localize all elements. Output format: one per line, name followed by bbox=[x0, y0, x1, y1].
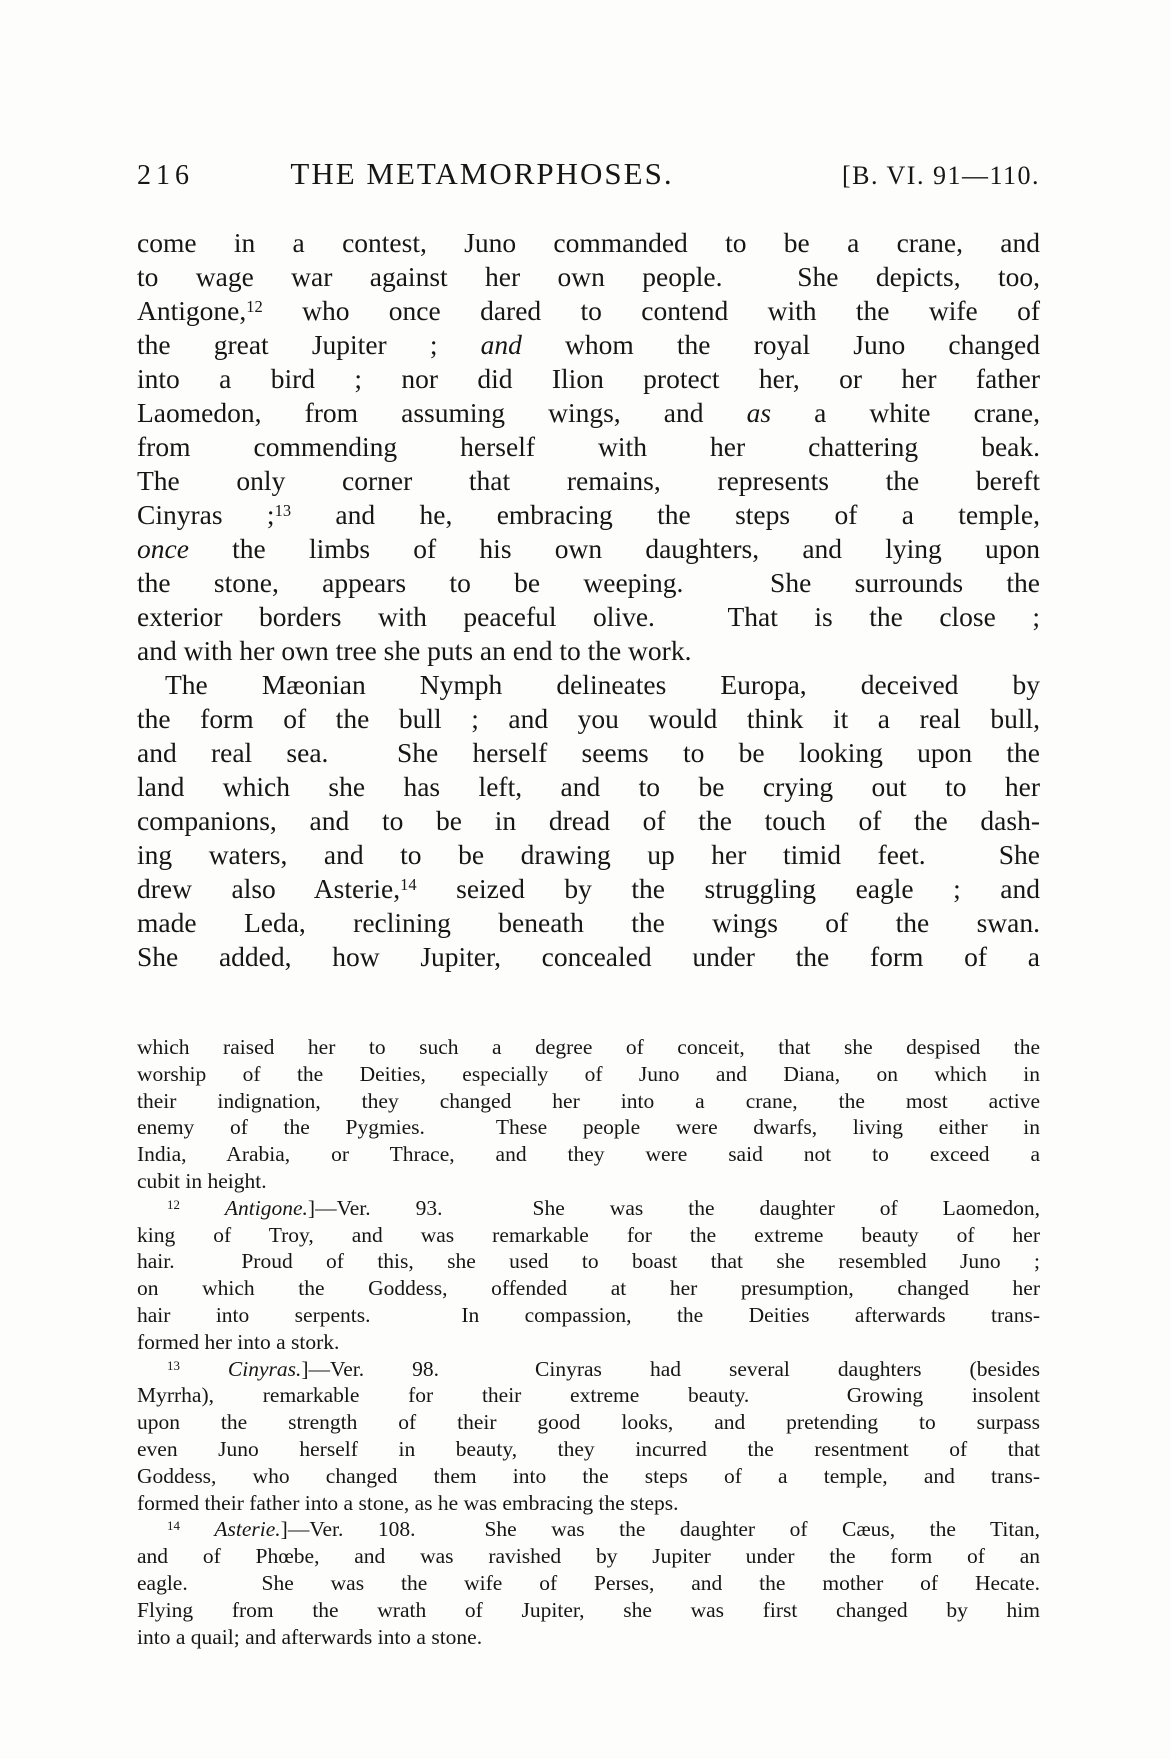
text-line: land which she has left, and to be crying out to her bbox=[137, 771, 1040, 802]
text-line: cubit in height. bbox=[137, 1168, 267, 1193]
text-line: $^{13}$ Cinyras.]—Ver. 98. Cinyras had several daughters (besides bbox=[167, 1356, 1040, 1381]
text-line: Antigone,$^{12}$ who once dared to contend with the wife of bbox=[137, 295, 1040, 326]
text-line: Cinyras ;$^{13}$ and he, embracing the steps of a temple, bbox=[137, 499, 1040, 530]
text-line: Goddess, who changed them into the steps of a temple, and trans- bbox=[137, 1463, 1040, 1488]
text-line: eagle. She was the wife of Perses, and the mother of Hecate. bbox=[137, 1570, 1040, 1595]
paragraph bbox=[137, 226, 1040, 668]
footnote-marker: 14 bbox=[400, 875, 417, 894]
footnote-marker: 12 bbox=[167, 1197, 180, 1212]
running-title: THE METAMORPHOSES. bbox=[290, 156, 674, 191]
verse-reference: [B. VI. 91—110. bbox=[841, 161, 1040, 190]
text-line: worship of the Deities, especially of Juno and Diana, on which in bbox=[137, 1061, 1040, 1086]
text-line: king of Troy, and was remarkable for the extreme beauty of her bbox=[137, 1222, 1040, 1247]
text-line: and of Phœbe, and was ravished by Jupiter under the form of an bbox=[137, 1544, 1040, 1569]
text-line: ing waters, and to be drawing up her timid feet. She bbox=[137, 839, 1040, 870]
footnote-marker: 13 bbox=[167, 1358, 180, 1373]
text-line: India, Arabia, or Thrace, and they were said not to exceed a bbox=[137, 1142, 1040, 1167]
text-line: hair into serpents. In compassion, the Deities afterwards trans- bbox=[137, 1302, 1040, 1327]
text-line: enemy of the Pygmies. These people were dwarfs, living either in bbox=[137, 1115, 1040, 1140]
footnote-marker: 14 bbox=[167, 1519, 180, 1534]
text-line: from commending herself with her chattering beak. bbox=[137, 431, 1040, 462]
text-line: The Mæonian Nymph delineates Europa, deceived by bbox=[165, 669, 1040, 700]
text-line: and real sea. She herself seems to be looking upon the bbox=[137, 737, 1040, 768]
paragraph bbox=[137, 668, 1040, 974]
text-line: companions, and to be in dread of the touch of the dash- bbox=[137, 805, 1040, 836]
text-line: which raised her to such a degree of conceit, that she despised the bbox=[137, 1035, 1040, 1059]
text-line: on which the Goddess, offended at her presumption, changed her bbox=[137, 1276, 1040, 1301]
text-line: upon the strength of their good looks, and pretending to surpass bbox=[137, 1410, 1040, 1435]
text-line: drew also Asterie,$^{14}$ seized by the struggling eagle ; and bbox=[137, 873, 1040, 904]
footnote-continuation bbox=[137, 1034, 1040, 1195]
text-line: made Leda, reclining beneath the wings of the swan. bbox=[137, 907, 1040, 938]
text-line: $^{12}$ Antigone.]—Ver. 93. She was the daughter of Laomedon, bbox=[167, 1195, 1040, 1220]
footnote-marker: 13 bbox=[274, 501, 292, 520]
page-number: 216 bbox=[137, 160, 194, 191]
footnote-12 bbox=[137, 1195, 1040, 1356]
text-column bbox=[137, 156, 1040, 1650]
text-line: Myrrha), remarkable for their extreme beauty. Growing insolent bbox=[137, 1383, 1040, 1408]
text-line: come in a contest, Juno commanded to be a crane, and bbox=[137, 227, 1040, 258]
footnote-13 bbox=[137, 1356, 1040, 1517]
footnote-14 bbox=[137, 1516, 1040, 1650]
text-line: into a quail; and afterwards into a stone. bbox=[137, 1624, 483, 1649]
footnote-marker: 12 bbox=[246, 297, 263, 316]
text-line: the form of the bull ; and you would think it a real bull, bbox=[137, 703, 1040, 734]
text-line: the great Jupiter ; and whom the royal Juno changed bbox=[137, 329, 1041, 360]
body-text bbox=[137, 226, 1040, 974]
text-line: even Juno herself in beauty, they incurred the resentment of that bbox=[137, 1436, 1040, 1461]
text-line: into a bird ; nor did Ilion protect her, or her father bbox=[137, 363, 1040, 394]
text-line: Laomedon, from assuming wings, and as a white crane, bbox=[137, 397, 1041, 428]
text-line: She added, how Jupiter, concealed under the form of a bbox=[137, 941, 1040, 972]
text-line: The only corner that remains, represents the bereft bbox=[137, 465, 1040, 496]
text-line: Flying from the wrath of Jupiter, she was first changed by him bbox=[137, 1597, 1040, 1622]
text-line: once the limbs of his own daughters, and lying upon bbox=[137, 533, 1040, 564]
text-line: $^{14}$ Asterie.]—Ver. 108. She was the daughter of Cæus, the Titan, bbox=[167, 1517, 1041, 1542]
text-line: formed their father into a stone, as he was embracing the steps. bbox=[137, 1490, 679, 1515]
text-line: and with her own tree she puts an end to the work. bbox=[137, 635, 692, 666]
text-line: the stone, appears to be weeping. She surrounds the bbox=[137, 567, 1040, 598]
text-line: formed her into a stork. bbox=[137, 1329, 340, 1354]
text-line: exterior borders with peaceful olive. That is the close ; bbox=[137, 601, 1040, 632]
footnotes bbox=[137, 1034, 1040, 1650]
page-header bbox=[137, 156, 1040, 194]
text-line: their indignation, they changed her into a crane, the most active bbox=[137, 1088, 1040, 1113]
text-line: to wage war against her own people. She depicts, too, bbox=[137, 261, 1040, 292]
text-line: hair. Proud of this, she used to boast that she resembled Juno ; bbox=[137, 1249, 1040, 1274]
